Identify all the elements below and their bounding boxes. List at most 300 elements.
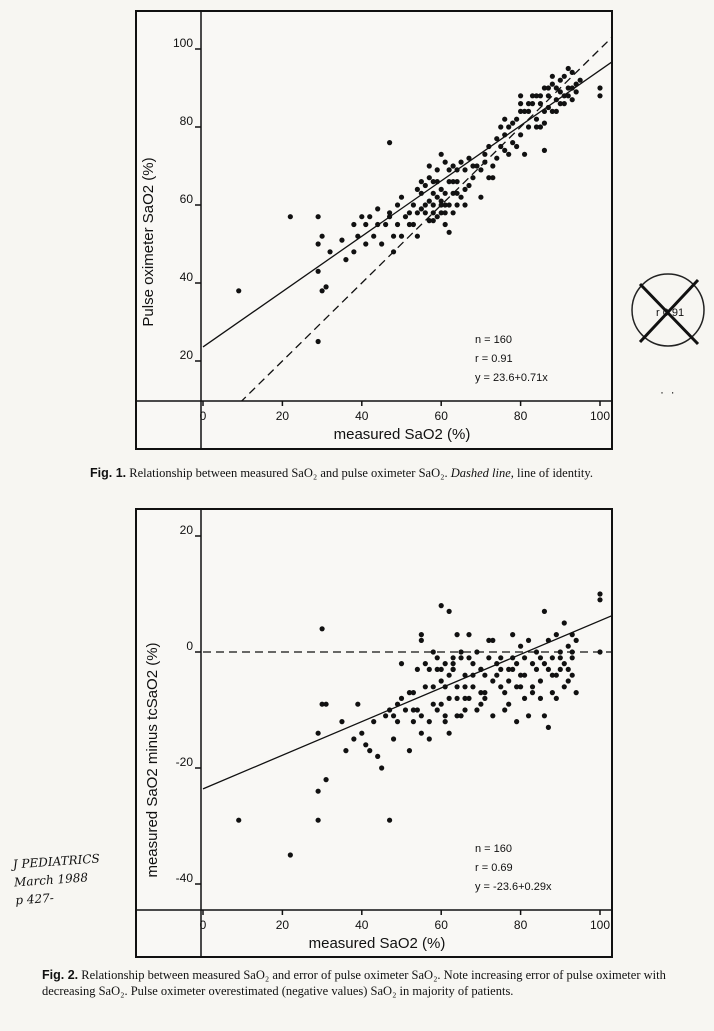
fig2-point-55 (478, 702, 483, 707)
fig2-point-73 (526, 713, 531, 718)
fig2-point-139 (458, 649, 463, 654)
fig2-point-92 (562, 661, 567, 666)
handwritten-note (12, 849, 116, 910)
fig2-point-100 (597, 591, 602, 596)
fig1-point-89 (458, 195, 463, 200)
fig1-y-tick-label-1: 40 (179, 270, 193, 284)
fig2-point-140 (462, 696, 467, 701)
fig2-point-19 (383, 713, 388, 718)
fig2-point-20 (387, 818, 392, 823)
fig2-point-111 (474, 707, 479, 712)
fig2-point-93 (566, 678, 571, 683)
fig2-point-76 (530, 690, 535, 695)
fig1-point-99 (454, 179, 459, 184)
fig1-point-17 (363, 241, 368, 246)
fig2-point-67 (510, 632, 515, 637)
fig1-point-158 (447, 202, 452, 207)
fig2-point-80 (542, 609, 547, 614)
fig1-point-13 (351, 249, 356, 254)
fig2-point-44 (451, 655, 456, 660)
fig1-point-138 (502, 148, 507, 153)
fig1-point-81 (566, 93, 571, 98)
fig2-point-158 (454, 713, 459, 718)
fig1-point-67 (526, 124, 531, 129)
fig2-point-50 (466, 655, 471, 660)
fig2-point-130 (407, 690, 412, 695)
fig1-point-121 (399, 195, 404, 200)
figure2-caption-label: Fig. 2. (42, 968, 79, 982)
fig1-x-tick-label-0: 0 (199, 409, 207, 423)
fig2-point-57 (486, 655, 491, 660)
fig1-point-82 (566, 66, 571, 71)
fig2-point-33 (431, 702, 436, 707)
fig1-point-3 (316, 339, 321, 344)
fig1-point-87 (597, 93, 602, 98)
fig2-point-121 (538, 678, 543, 683)
fig2-point-24 (399, 661, 404, 666)
fig1-point-152 (395, 202, 400, 207)
fig2-point-0 (236, 818, 241, 823)
fig2-point-110 (470, 684, 475, 689)
fig1-point-49 (462, 167, 467, 172)
fig2-point-36 (439, 702, 444, 707)
fig1-point-126 (427, 163, 432, 168)
figure1-svg (137, 12, 611, 448)
fig2-point-143 (482, 673, 487, 678)
figure2-caption-text: Relationship between measured SaO₂ and error of pulse oximeter SaO₂. Note increasing error of pulse oximeter with decreasing SaO₂. Pulse oximeter overestimated (negative values) SaO₂ in majority of patients. (42, 968, 666, 998)
fig2-point-25 (399, 696, 404, 701)
fig1-point-26 (395, 222, 400, 227)
fig1-point-88 (597, 85, 602, 90)
fig2-point-75 (530, 661, 535, 666)
fig2-point-78 (538, 696, 543, 701)
fig2-point-105 (447, 696, 452, 701)
fig1-point-142 (530, 93, 535, 98)
fig2-point-63 (502, 690, 507, 695)
fig2-point-88 (554, 696, 559, 701)
fig2-point-11 (351, 736, 356, 741)
fig1-y-axis-label: Pulse oximeter SaO2 (%) (140, 157, 157, 327)
fig2-line-regression (203, 614, 616, 789)
fig2-point-155 (427, 736, 432, 741)
fig2-point-91 (562, 620, 567, 625)
fig1-point-62 (510, 121, 515, 126)
fig2-point-61 (498, 684, 503, 689)
fig1-point-58 (498, 144, 503, 149)
fig2-y-tick-label-0: -40 (175, 871, 193, 885)
figure1-caption-label: Fig. 1. (90, 466, 127, 480)
fig2-point-46 (454, 632, 459, 637)
fig1-point-109 (490, 175, 495, 180)
fig1-point-133 (462, 187, 467, 192)
fig1-point-150 (375, 222, 380, 227)
fig1-point-124 (419, 179, 424, 184)
margin-dots: · · (660, 385, 675, 399)
fig1-point-157 (439, 187, 444, 192)
fig1-point-93 (550, 74, 555, 79)
fig2-x-tick-label-4: 80 (513, 918, 528, 932)
fig2-point-104 (435, 655, 440, 660)
fig2-point-133 (423, 661, 428, 666)
fig2-point-96 (570, 655, 575, 660)
fig2-point-157 (443, 713, 448, 718)
fig1-point-28 (403, 214, 408, 219)
fig2-point-128 (570, 649, 575, 654)
fig1-point-108 (478, 195, 483, 200)
fig2-point-147 (514, 661, 519, 666)
fig2-point-144 (490, 678, 495, 683)
fig1-point-86 (542, 148, 547, 153)
fig1-point-132 (454, 191, 459, 196)
fig2-point-81 (542, 661, 547, 666)
fig1-point-74 (546, 93, 551, 98)
fig1-point-0 (236, 288, 241, 293)
fig1-point-80 (562, 74, 567, 79)
fig2-point-109 (466, 632, 471, 637)
fig2-point-79 (538, 655, 543, 660)
fig2-point-117 (510, 667, 515, 672)
figure1-caption-italic: Dashed line, (450, 466, 514, 480)
fig1-point-101 (451, 210, 456, 215)
fig2-point-10 (343, 748, 348, 753)
fig2-x-axis-label: measured SaO2 (%) (308, 935, 446, 952)
fig1-point-1 (288, 214, 293, 219)
fig1-point-31 (415, 234, 420, 239)
fig2-point-129 (570, 673, 575, 678)
fig1-point-50 (462, 202, 467, 207)
fig2-point-60 (494, 673, 499, 678)
fig1-point-123 (415, 187, 420, 192)
fig2-point-137 (447, 673, 452, 678)
fig2-point-65 (506, 702, 511, 707)
figure2-svg (137, 510, 611, 956)
fig1-point-144 (546, 85, 551, 90)
fig2-y-tick-label-2: 0 (186, 639, 193, 653)
fig1-point-114 (534, 124, 539, 129)
fig2-point-62 (498, 655, 503, 660)
figure2-plot (135, 508, 613, 958)
fig1-point-4 (316, 241, 321, 246)
fig1-line-regression (203, 59, 616, 347)
fig1-point-148 (574, 82, 579, 87)
fig2-y-tick-label-3: 20 (179, 523, 193, 537)
fig1-point-140 (518, 101, 523, 106)
fig1-point-9 (327, 249, 332, 254)
fig2-x-tick-label-2: 40 (355, 918, 369, 932)
fig1-point-110 (498, 124, 503, 129)
fig2-stat-1: r = 0.69 (475, 862, 513, 874)
fig2-point-12 (355, 702, 360, 707)
fig1-point-5 (316, 269, 321, 274)
fig2-stat-0: n = 160 (475, 843, 513, 855)
fig1-point-53 (478, 167, 483, 172)
fig2-point-45 (454, 684, 459, 689)
fig2-point-97 (574, 638, 579, 643)
fig1-point-43 (447, 230, 452, 235)
note-line-journal: J PEDIATRICS (12, 851, 101, 872)
fig2-point-71 (518, 644, 523, 649)
fig1-point-14 (355, 234, 360, 239)
fig2-point-74 (526, 638, 531, 643)
fig1-point-97 (439, 202, 444, 207)
fig1-point-151 (379, 241, 384, 246)
fig2-point-17 (375, 754, 380, 759)
fig2-point-151 (395, 702, 400, 707)
fig1-point-20 (375, 206, 380, 211)
fig1-point-18 (367, 214, 372, 219)
fig1-point-128 (435, 167, 440, 172)
fig2-point-2 (316, 789, 321, 794)
fig2-point-5 (320, 626, 325, 631)
fig2-point-58 (490, 713, 495, 718)
fig2-x-tick-label-3: 60 (434, 918, 448, 932)
fig1-point-21 (383, 222, 388, 227)
fig1-point-10 (339, 238, 344, 243)
fig1-x-tick-label-1: 20 (275, 409, 290, 423)
fig1-point-29 (407, 210, 412, 215)
fig2-point-112 (478, 667, 483, 672)
fig1-point-149 (578, 78, 583, 83)
fig2-point-14 (363, 742, 368, 747)
fig2-point-34 (431, 649, 436, 654)
fig1-point-24 (391, 234, 396, 239)
fig1-point-35 (427, 199, 432, 204)
fig1-x-tick-label-3: 60 (434, 409, 448, 423)
fig2-point-148 (522, 673, 527, 678)
fig1-point-91 (526, 101, 531, 106)
fig1-point-141 (526, 109, 531, 114)
fig1-point-119 (570, 70, 575, 75)
fig1-x-axis-label: measured SaO2 (%) (333, 426, 471, 443)
fig1-point-69 (534, 117, 539, 122)
fig1-point-54 (482, 160, 487, 165)
fig2-point-159 (462, 707, 467, 712)
fig1-point-117 (554, 85, 559, 90)
fig1-point-72 (542, 109, 547, 114)
fig1-point-78 (558, 89, 563, 94)
fig2-point-126 (562, 684, 567, 689)
fig2-point-83 (546, 725, 551, 730)
fig1-point-136 (486, 144, 491, 149)
fig2-point-53 (474, 649, 479, 654)
fig2-point-26 (407, 748, 412, 753)
fig2-point-99 (597, 597, 602, 602)
fig2-point-124 (554, 673, 559, 678)
fig2-point-154 (419, 731, 424, 736)
fig2-point-132 (415, 667, 420, 672)
fig1-point-7 (323, 284, 328, 289)
fig1-point-11 (343, 257, 348, 262)
fig1-point-70 (538, 101, 543, 106)
fig2-point-29 (419, 713, 424, 718)
fig2-point-134 (431, 684, 436, 689)
fig2-point-13 (359, 731, 364, 736)
fig1-point-107 (474, 163, 479, 168)
figure1-caption (90, 465, 690, 481)
fig1-point-34 (423, 183, 428, 188)
fig2-point-98 (574, 690, 579, 695)
fig1-point-94 (558, 78, 563, 83)
fig2-point-106 (451, 667, 456, 672)
fig1-point-16 (363, 222, 368, 227)
fig2-point-153 (411, 719, 416, 724)
fig1-point-6 (320, 288, 325, 293)
fig2-point-77 (534, 667, 539, 672)
fig2-point-9 (339, 719, 344, 724)
fig1-point-156 (431, 218, 436, 223)
fig1-point-139 (510, 140, 515, 145)
fig2-point-89 (558, 649, 563, 654)
fig2-point-122 (546, 667, 551, 672)
fig1-point-60 (506, 124, 511, 129)
fig2-point-102 (419, 632, 424, 637)
fig1-point-37 (431, 191, 436, 196)
fig1-point-19 (371, 234, 376, 239)
fig2-point-95 (570, 632, 575, 637)
fig1-point-33 (419, 206, 424, 211)
fig1-point-57 (494, 156, 499, 161)
fig2-point-101 (597, 649, 602, 654)
fig2-point-40 (443, 719, 448, 724)
fig1-point-32 (419, 191, 424, 196)
fig1-point-146 (562, 101, 567, 106)
fig2-point-8 (323, 702, 328, 707)
fig1-point-25 (391, 249, 396, 254)
fig1-y-tick-label-3: 80 (179, 114, 193, 128)
fig2-y-axis-label: measured SaO2 minus tcSaO2 (%) (144, 642, 161, 878)
fig2-point-138 (451, 661, 456, 666)
fig2-point-136 (443, 684, 448, 689)
fig1-point-113 (522, 152, 527, 157)
fig1-y-tick-label-0: 20 (179, 348, 193, 362)
figure1-caption-tail: line of identity. (517, 466, 593, 480)
fig1-point-145 (554, 109, 559, 114)
fig2-point-156 (435, 707, 440, 712)
fig2-point-38 (439, 603, 444, 608)
fig2-point-113 (482, 696, 487, 701)
figure1-plot (135, 10, 613, 450)
fig2-point-15 (367, 748, 372, 753)
fig1-point-155 (423, 210, 428, 215)
fig2-point-86 (550, 655, 555, 660)
fig1-point-120 (387, 214, 392, 219)
fig2-point-16 (371, 719, 376, 724)
fig2-point-66 (510, 655, 515, 660)
fig1-point-100 (443, 210, 448, 215)
fig2-point-22 (391, 713, 396, 718)
fig1-point-77 (554, 97, 559, 102)
fig1-stat-2: y = 23.6+0.71x (475, 372, 548, 384)
fig2-point-116 (502, 707, 507, 712)
fig1-point-44 (447, 167, 452, 172)
fig1-stat-1: r = 0.91 (475, 353, 513, 365)
fig1-point-135 (482, 152, 487, 157)
fig1-x-tick-label-2: 40 (355, 409, 369, 423)
fig1-point-15 (359, 214, 364, 219)
crossed-circle-mark (626, 272, 714, 352)
fig1-point-127 (431, 179, 436, 184)
fig1-point-105 (443, 191, 448, 196)
fig2-point-21 (387, 707, 392, 712)
fig1-point-61 (506, 152, 511, 157)
fig1-point-95 (427, 175, 432, 180)
fig2-point-118 (518, 684, 523, 689)
fig2-point-115 (494, 661, 499, 666)
fig2-point-150 (391, 736, 396, 741)
fig2-point-18 (379, 765, 384, 770)
fig1-line-line-of-identity (203, 33, 616, 439)
fig1-point-83 (570, 97, 575, 102)
fig1-x-tick-label-4: 80 (513, 409, 528, 423)
fig1-point-90 (518, 93, 523, 98)
fig2-point-69 (514, 719, 519, 724)
fig2-point-41 (447, 731, 452, 736)
fig2-point-31 (423, 684, 428, 689)
fig1-point-154 (415, 210, 420, 215)
figure2-caption (42, 967, 712, 999)
fig1-point-129 (439, 152, 444, 157)
fig1-point-116 (546, 105, 551, 110)
fig1-point-56 (490, 163, 495, 168)
fig2-y-tick-label-1: -20 (175, 755, 193, 769)
fig2-point-135 (439, 667, 444, 672)
fig2-point-7 (323, 777, 328, 782)
fig2-point-119 (522, 655, 527, 660)
fig1-point-76 (550, 82, 555, 87)
mark-text: r 0.91 (656, 307, 685, 319)
fig2-point-82 (542, 713, 547, 718)
fig1-point-111 (502, 117, 507, 122)
fig1-point-125 (423, 202, 428, 207)
fig2-point-145 (498, 667, 503, 672)
fig2-point-30 (419, 638, 424, 643)
fig2-point-120 (534, 649, 539, 654)
fig1-point-130 (443, 160, 448, 165)
fig2-point-72 (522, 696, 527, 701)
fig2-stat-2: y = -23.6+0.29x (475, 881, 552, 893)
fig2-point-94 (566, 644, 571, 649)
fig1-point-137 (494, 136, 499, 141)
fig1-point-122 (411, 202, 416, 207)
fig2-point-107 (454, 696, 459, 701)
fig2-point-146 (506, 678, 511, 683)
fig1-y-tick-label-2: 60 (179, 192, 193, 206)
fig2-point-23 (395, 719, 400, 724)
fig1-point-131 (447, 179, 452, 184)
fig1-x-tick-label-5: 100 (589, 409, 611, 423)
fig1-point-106 (466, 183, 471, 188)
fig2-point-142 (478, 690, 483, 695)
fig1-point-134 (470, 175, 475, 180)
fig1-point-103 (431, 202, 436, 207)
fig1-point-98 (451, 163, 456, 168)
fig2-point-131 (411, 707, 416, 712)
fig2-point-4 (316, 731, 321, 736)
fig1-point-42 (443, 222, 448, 227)
fig1-y-tick-label-4: 100 (172, 36, 193, 50)
fig2-x-tick-label-0: 0 (199, 918, 207, 932)
fig1-point-47 (454, 167, 459, 172)
fig1-point-143 (538, 93, 543, 98)
fig1-point-63 (514, 117, 519, 122)
fig2-point-37 (439, 678, 444, 683)
fig1-point-65 (518, 132, 523, 137)
note-line-date: March 1988 (13, 870, 89, 890)
fig2-point-152 (403, 707, 408, 712)
fig1-point-22 (387, 140, 392, 145)
fig2-point-123 (550, 690, 555, 695)
fig2-point-49 (462, 684, 467, 689)
